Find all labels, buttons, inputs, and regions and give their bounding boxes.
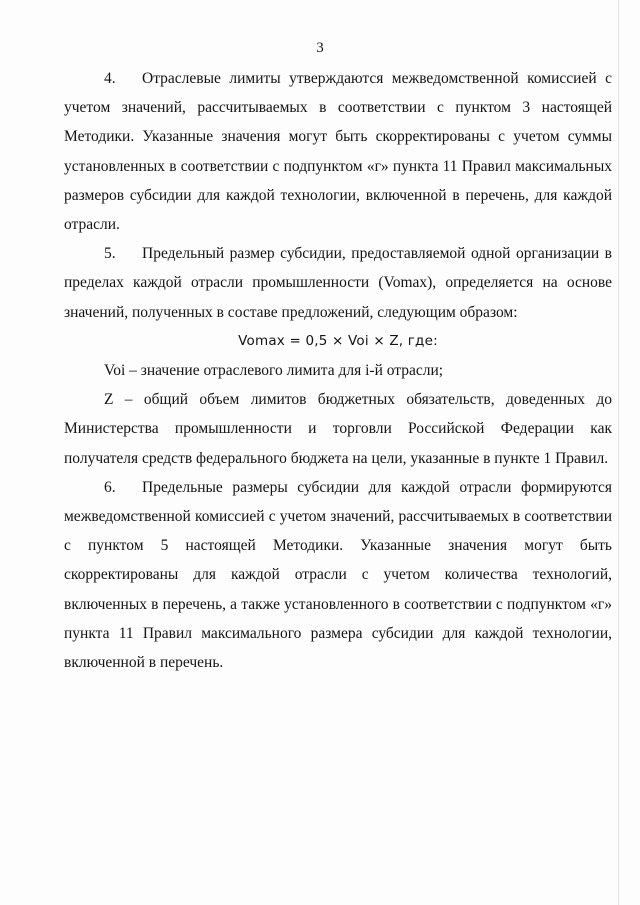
paragraph-6: [64, 473, 612, 677]
paragraph-text: Предельный размер субсидии, предоставляемой одной организации в пределах каждой отрасли промышленности (Vomax), определяется на основе значений, полученных в составе предложений, следующим образом:: [64, 245, 612, 321]
definition-voi: Voi – значение отраслевого лимита для i-й отрасли;: [104, 362, 444, 380]
paragraph-number: 5.: [104, 245, 116, 263]
document-body: [64, 64, 612, 677]
definition-z: Z – общий объем лимитов бюджетных обязательств, доведенных до Министерства промышленности и торговли Российской Федерации как получателя средств федерального бюджета на цели, указанные в пункте 1 Правил.: [64, 391, 612, 467]
paragraph-number: 4.: [104, 70, 116, 87]
formula: Vomax = 0,5 × Voi × Z, где:: [238, 332, 438, 349]
page-number: 3: [316, 40, 324, 56]
paragraph-text: Отраслевые лимиты утверждаются межведомственной комиссией с учетом значений, рассчитываемых в соответствии с пунктом 3 настоящей Методики. Указанные значения могут быть скорректированы с учетом суммы установленных в соответствии с подпунктом «г» пункта 11 Правил максимальных размеров субсидии для каждой технологии, включенной в перечень, для каждой отрасли.: [64, 70, 612, 234]
paragraph-number: 6.: [104, 478, 116, 496]
paragraph-text: Предельные размеры субсидии для каждой отрасли формируются межведомственной комиссией с учетом значений, рассчитываемых в соответствии с пунктом 5 настоящей Методики. Указанные значения могут быть скорректированы для каждой отрасли с учетом количества технологий, включенных в перечень, а также установленного в соответствии с подпунктом «г» пункта 11 Правил максимального размера субсидии для каждой технологии, включенной в перечень.: [64, 478, 612, 672]
paragraph-4: [64, 64, 612, 239]
scan-edge-line: [618, 0, 619, 905]
paragraph-5: [64, 239, 612, 327]
